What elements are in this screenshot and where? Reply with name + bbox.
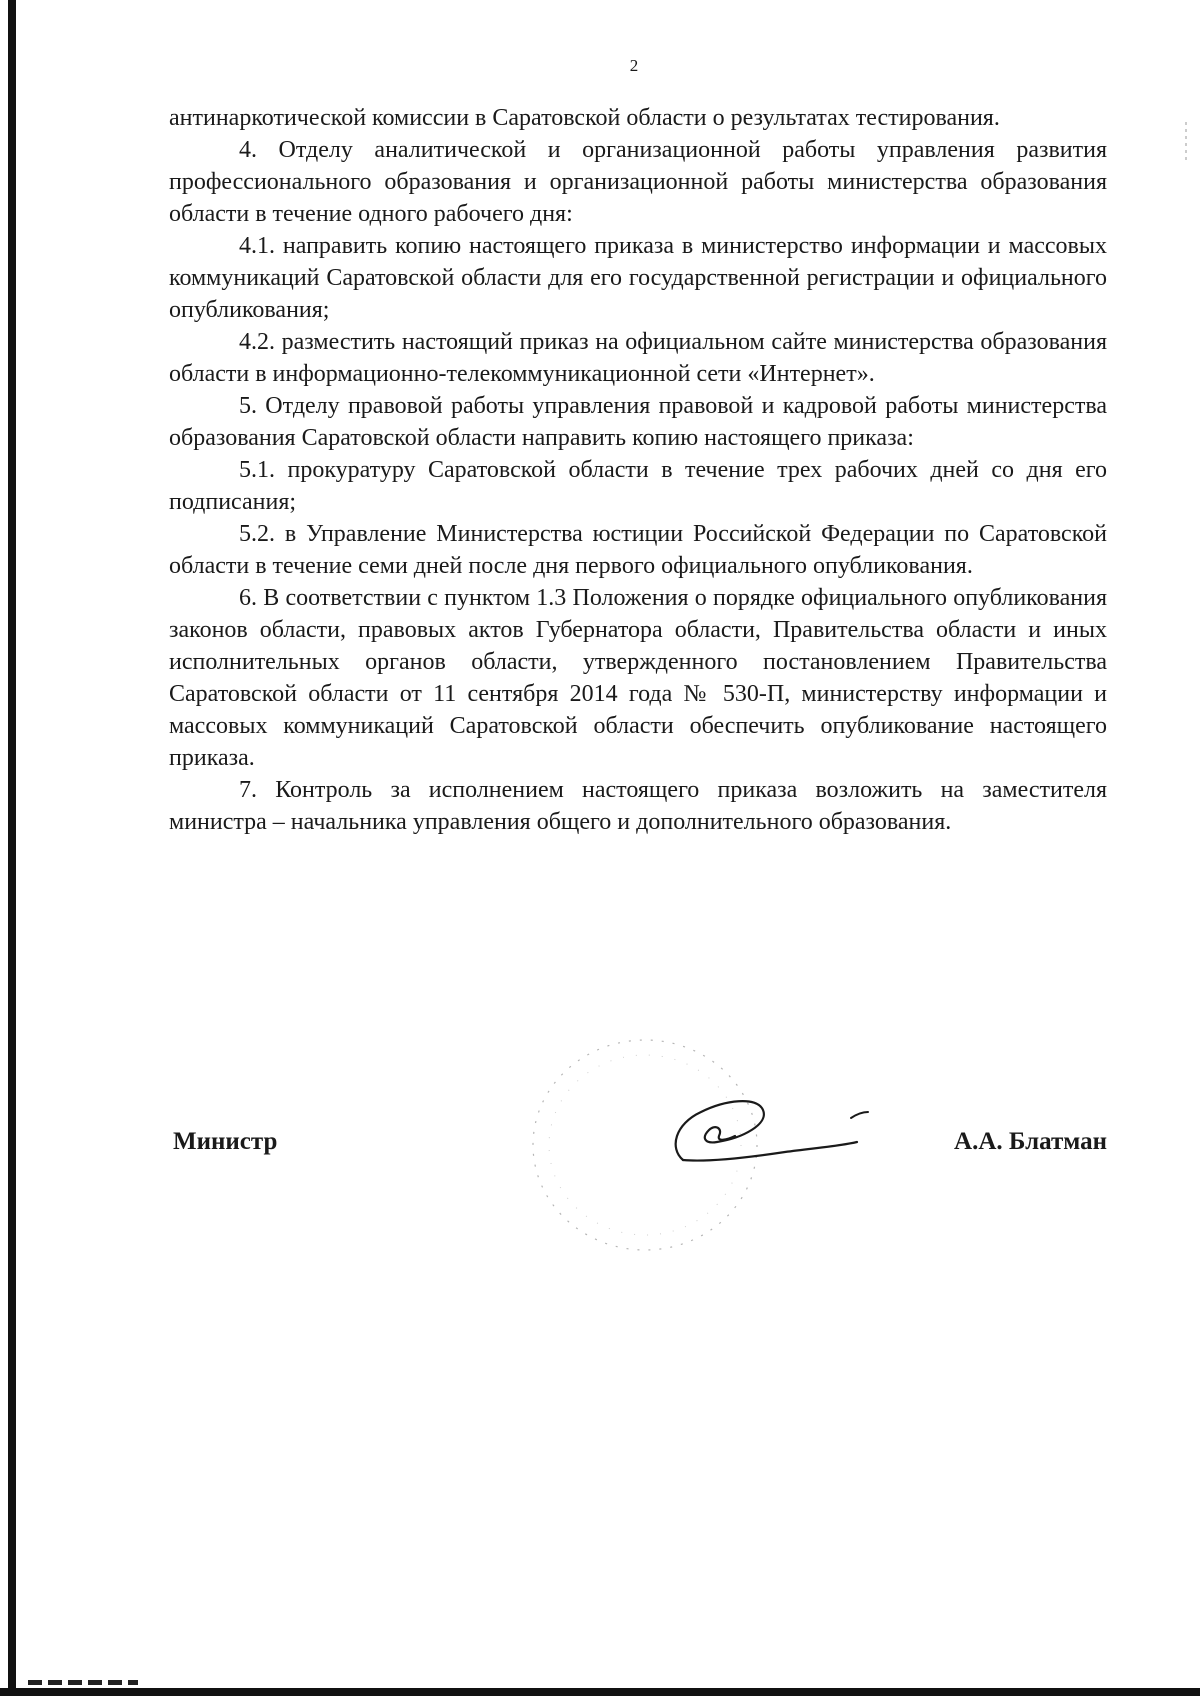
paragraph-item-4: 4. Отделу аналитической и организационной работы управления развития профессионального образования и организационной работы министерства образования области в течение одного рабочего дня: [169,137,1107,227]
page-number: 2 [629,56,639,75]
paragraph-item-4-2: 4.2. разместить настоящий приказ на официальном сайте министерства образования области в информационно-телекоммуникационной сети «Интернет». [169,329,1107,387]
paragraph-item-4-1: 4.1. направить копию настоящего приказа в министерство информации и массовых коммуникаций Саратовской области для его государственной регистрации и официального опубликования; [169,233,1107,323]
scan-edge-bottom [0,1688,1200,1696]
signature-block [169,1128,1107,1168]
paragraph-item-5-1: 5.1. прокуратуру Саратовской области в течение трех рабочих дней со дня его подписания; [169,457,1107,515]
paragraph-item-5: 5. Отделу правовой работы управления правовой и кадровой работы министерства образования Саратовской области направить копию настоящего приказа: [169,393,1107,451]
document-body [169,102,1107,838]
paragraph-continuation: антинаркотической комиссии в Саратовской области о результатах тестирования. [169,105,1000,131]
scan-edge-left [8,0,16,1696]
signatory-name: А.А. Блатман [954,1128,1107,1155]
signatory-title: Министр [173,1128,278,1155]
paragraph-item-5-2: 5.2. в Управление Министерства юстиции Российской Федерации по Саратовской области в течение семи дней после дня первого официального опубликования. [169,521,1107,579]
scan-edge-bottom-dash [28,1680,138,1685]
paragraph-item-7: 7. Контроль за исполнением настоящего приказа возложить на заместителя министра – начальника управления общего и дополнительного образования. [169,777,1107,835]
paragraph-item-6: 6. В соответствии с пунктом 1.3 Положения о порядке официального опубликования законов области, правовых актов Губернатора области, Правительства области и иных исполнительных органов области, утвержденного постановлением Правительства Саратовской области от 11 сентября 2014 года № 530-П, министерству информации и массовых коммуникаций Саратовской области обеспечить опубликование настоящего приказа. [169,585,1107,771]
margin-mark [1184,122,1188,160]
